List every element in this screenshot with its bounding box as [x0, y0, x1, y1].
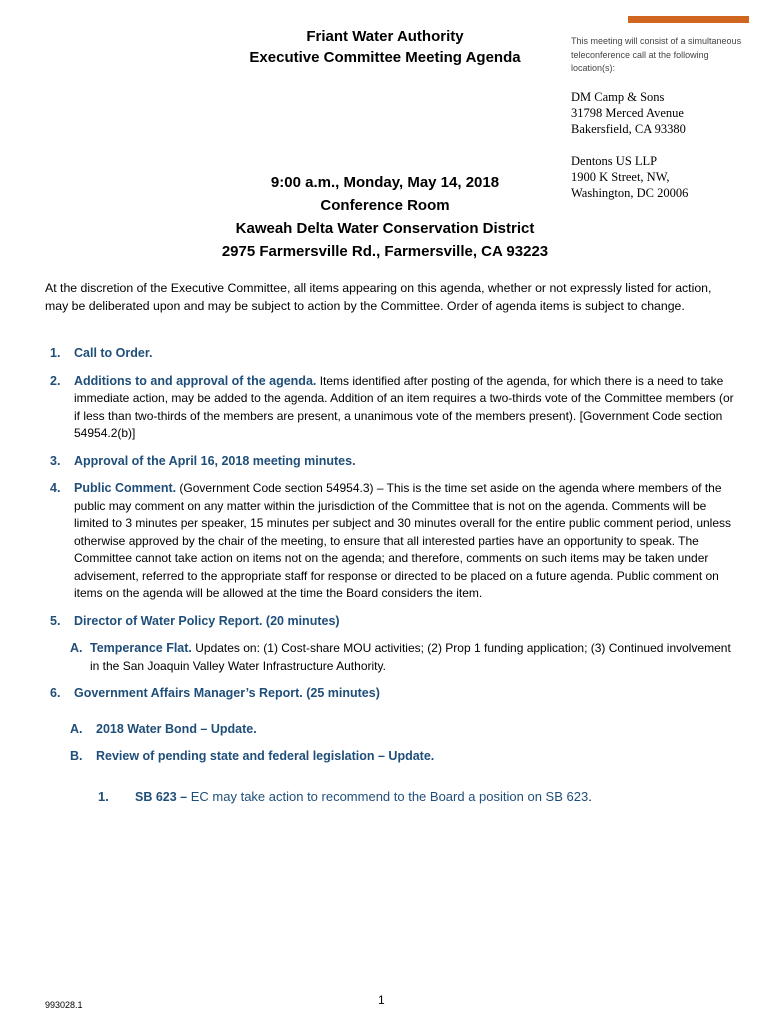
- item-heading: Public Comment.: [74, 481, 177, 495]
- location-1-line-2: 31798 Merced Avenue: [571, 106, 684, 120]
- agenda-item-5: [45, 613, 735, 631]
- item-number: 1.: [98, 788, 109, 804]
- item-number: 2.: [50, 373, 61, 388]
- agenda-item-6: [45, 685, 735, 703]
- meeting-room: Conference Room: [320, 197, 450, 214]
- item-heading: Call to Order.: [74, 346, 153, 360]
- agenda-item-3: [45, 453, 735, 471]
- item-period: .: [588, 788, 592, 804]
- item-number: 6.: [50, 686, 61, 700]
- agenda-item-5a: [45, 640, 735, 675]
- item-number: 4.: [50, 481, 61, 495]
- item-heading: Director of Water Policy Report. (20 minutes): [74, 613, 340, 628]
- item-heading: Approval of the April 16, 2018 meeting minutes.: [74, 453, 356, 468]
- title-line-1: Friant Water Authority: [306, 28, 464, 45]
- item-text: Updates on: (1) Cost-share MOU activities; (2) Prop 1 funding application; (3) Continued involvement in the San Joaquin Valley Water Infrastructure Authority.: [90, 641, 731, 673]
- location-2: [571, 153, 761, 201]
- header-accent-bar: [628, 16, 749, 23]
- location-2-line-1: Dentons US LLP: [571, 154, 658, 168]
- page-number: 1: [378, 993, 385, 1007]
- title-line-2: Executive Committee Meeting Agenda: [249, 49, 521, 66]
- location-2-line-3: Washington, DC 20006: [571, 186, 689, 200]
- item-text: EC may take action to recommend to the Board a position on SB 623: [187, 788, 589, 804]
- agenda-item-6b1: [45, 788, 735, 807]
- meeting-org: Kaweah Delta Water Conservation District: [235, 220, 535, 237]
- item-heading: 2018 Water Bond – Update.: [96, 721, 257, 736]
- teleconference-note: This meeting will consist of a simultaneous teleconference call at the following location(s):: [571, 36, 742, 73]
- item-number: A.: [70, 641, 83, 655]
- item-number: 5.: [50, 613, 61, 628]
- location-1-line-1: DM Camp & Sons: [571, 90, 665, 104]
- agenda-item-1: [45, 345, 735, 363]
- meeting-address: 2975 Farmersville Rd., Farmersville, CA 93223: [221, 243, 549, 260]
- item-heading: Review of pending state and federal legislation – Update.: [96, 749, 435, 763]
- location-2-line-2: 1900 K Street, NW,: [571, 170, 670, 184]
- item-heading: Government Affairs Manager’s Report. (25 minutes): [74, 686, 380, 700]
- agenda-item-6b: [45, 748, 735, 766]
- item-number: B.: [70, 749, 83, 763]
- location-1: [571, 89, 761, 137]
- item-text: Items identified after posting of the agenda, for which there is a need to take immediate action, may be added to the agenda. Addition of an item requires a two-thirds vote of the Committee members (or if less than two-thirds of the members are present, a unanimous vote of the members present). [Government Code section 54954.2(b)]: [74, 373, 734, 440]
- document-title: [210, 26, 560, 68]
- intro-paragraph: At the discretion of the Executive Committee, all items appearing on this agenda, whether or not expressly listed for action, may be deliberated upon and may be subject to action by the Committee. Order of agenda items is subject to change.: [45, 281, 712, 313]
- footer-doc-code: 993028.1: [45, 1000, 83, 1010]
- agenda-item-4: [45, 480, 735, 603]
- meeting-time: 9:00 a.m., Monday, May 14, 2018: [270, 174, 500, 191]
- item-heading: Temperance Flat.: [90, 641, 192, 655]
- agenda-item-2: [45, 373, 735, 443]
- location-1-line-3: Bakersfield, CA 93380: [571, 122, 686, 136]
- item-text: (Government Code section 54954.3) – This is the time set aside on the agenda where members of the public may comment on any matter within the jurisdiction of the Committee that is not on the agenda. Comments will be limited to 3 minutes per speaker, 15 minutes per subject and 30 minutes overall for the entire public comment period, unless otherwise approved by the chair of the meeting, to ensure that all interested parties have an opportunity to speak. The Committee cannot take action on items not on the agenda; and therefore, comments on such items may be taken under advisement, referred to the appropriate staff for response or directed to be placed on a future agenda. Public comment on items on the agenda will be allowed at the time the Board considers the item.: [74, 481, 732, 600]
- item-heading: SB 623 –: [135, 789, 188, 804]
- item-heading: Additions to and approval of the agenda.: [74, 373, 317, 388]
- item-number: 3.: [50, 453, 61, 468]
- meeting-details: [180, 171, 590, 263]
- item-number: A.: [70, 721, 83, 736]
- item-number: 1.: [50, 346, 61, 360]
- agenda-items: [45, 345, 735, 806]
- agenda-item-6a: [45, 721, 735, 739]
